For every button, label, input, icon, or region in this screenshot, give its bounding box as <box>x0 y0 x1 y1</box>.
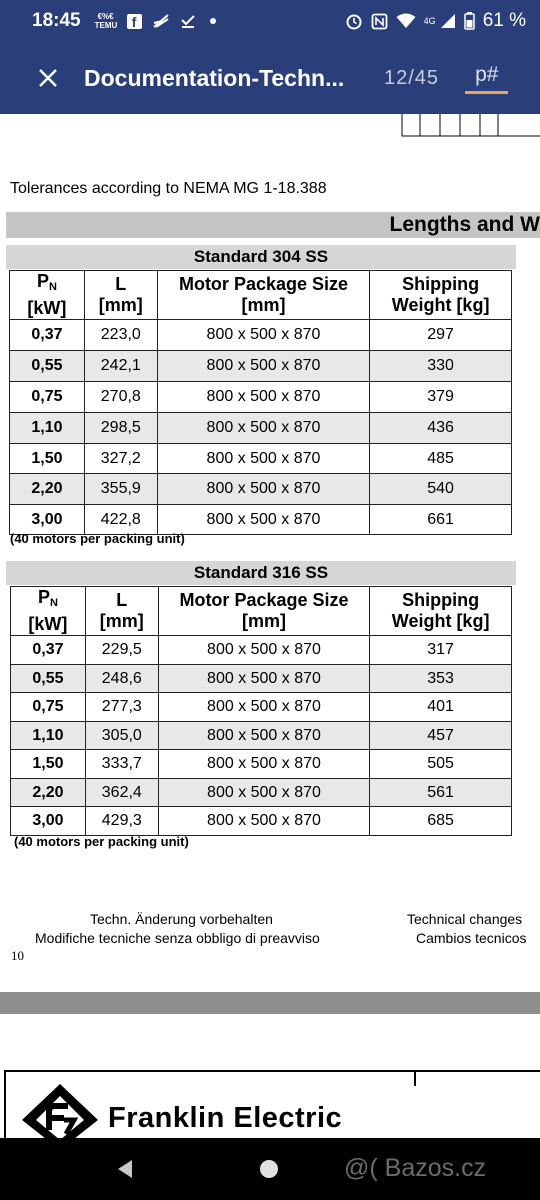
table-316-heading: Standard 316 SS <box>6 561 516 585</box>
home-button[interactable] <box>260 1160 278 1178</box>
table-row: 1,10 305,0 800 x 500 x 870 457 <box>11 722 512 750</box>
table-304 <box>9 270 512 535</box>
packing-note-316: (40 motors per packing unit) <box>14 834 189 849</box>
facebook-icon: f <box>127 14 142 29</box>
notification-icons <box>95 12 216 30</box>
signal-icon <box>440 13 456 29</box>
tolerances-text: Tolerances according to NEMA MG 1-18.388 <box>10 180 327 197</box>
document-title: Documentation-Techn... <box>84 64 345 91</box>
close-icon <box>38 68 58 88</box>
franklin-electric-logo-icon <box>18 1080 102 1138</box>
status-time: 18:45 <box>32 10 81 31</box>
page-indicator: 12/45 <box>384 66 440 89</box>
footer-text-en: Technical changes <box>407 911 523 927</box>
table-row: 0,75 277,3 800 x 500 x 870 401 <box>11 693 512 722</box>
table-row: 0,55 248,6 800 x 500 x 870 353 <box>11 665 512 693</box>
app-bar <box>0 42 540 114</box>
lengths-title: Lengths and W <box>389 213 540 236</box>
document-viewer[interactable] <box>0 114 540 1138</box>
battery-percent: 61 % <box>482 10 526 31</box>
table-316 <box>10 586 512 836</box>
status-bar <box>0 0 540 42</box>
table-row: 3,00 429,3 800 x 500 x 870 685 <box>11 807 512 836</box>
dot-icon <box>210 18 216 24</box>
table-header-row <box>11 587 512 636</box>
table-row: 0,37 223,0 800 x 500 x 870 297 <box>10 320 512 351</box>
battery-icon <box>464 12 475 30</box>
drawing-fragment <box>400 114 540 138</box>
page-number: 10 <box>11 948 24 963</box>
column-header-weight: Shipping Weight [kg] <box>370 587 512 636</box>
alarm-icon <box>345 12 363 30</box>
download-check-icon <box>180 13 196 29</box>
column-header-pn: $P_N$ [kW] <box>11 587 86 636</box>
logo-box <box>4 1070 540 1138</box>
wifi-icon <box>396 13 416 29</box>
navigation-bar <box>0 1138 540 1200</box>
nfc-icon <box>371 13 388 30</box>
column-header-package: Motor Package Size [mm] <box>158 587 369 636</box>
table-row: 1,10 298,5 800 x 500 x 870 436 <box>10 413 512 444</box>
column-header-pn: $P_N$ [kW] <box>10 271 85 320</box>
footer-text-de: Techn. Änderung vorbehalten <box>90 911 273 927</box>
table-row: 0,75 270,8 800 x 500 x 870 379 <box>10 382 512 413</box>
temu-icon: €%€ TEMU <box>94 12 118 30</box>
table-header-row <box>10 271 512 320</box>
bazos-watermark: @( Bazos.cz <box>344 1154 487 1182</box>
footer-text-it: Modifiche tecniche senza obbligo di preavviso <box>35 930 320 946</box>
table-row: 0,37 229,5 800 x 500 x 870 317 <box>11 636 512 665</box>
column-header-length: L [mm] <box>85 587 158 636</box>
packing-note-304: (40 motors per packing unit) <box>10 531 185 546</box>
back-icon[interactable] <box>114 1158 136 1180</box>
table-row: 1,50 327,2 800 x 500 x 870 485 <box>10 444 512 474</box>
network-label: 4G <box>423 16 436 26</box>
column-header-package: Motor Package Size [mm] <box>157 271 369 320</box>
bird-icon <box>152 13 170 29</box>
table-row: 1,50 333,7 800 x 500 x 870 505 <box>11 750 512 779</box>
table-row: 0,55 242,1 800 x 500 x 870 330 <box>10 351 512 382</box>
table-row: 3,00 422,8 800 x 500 x 870 661 <box>10 505 512 535</box>
page-separator <box>0 992 540 1014</box>
footer-text-es: Cambios tecnicos <box>416 930 527 946</box>
table-row: 2,20 362,4 800 x 500 x 870 561 <box>11 779 512 807</box>
column-header-length: L [mm] <box>84 271 157 320</box>
franklin-electric-logo-text: Franklin Electric <box>108 1102 343 1134</box>
page-jump-button[interactable]: p# <box>465 63 508 94</box>
column-header-weight: Shipping Weight [kg] <box>370 271 512 320</box>
table-304-heading: Standard 304 SS <box>6 245 516 269</box>
close-button[interactable] <box>28 58 68 98</box>
system-icons <box>345 10 526 32</box>
table-row: 2,20 355,9 800 x 500 x 870 540 <box>10 474 512 505</box>
lengths-band <box>6 212 540 238</box>
